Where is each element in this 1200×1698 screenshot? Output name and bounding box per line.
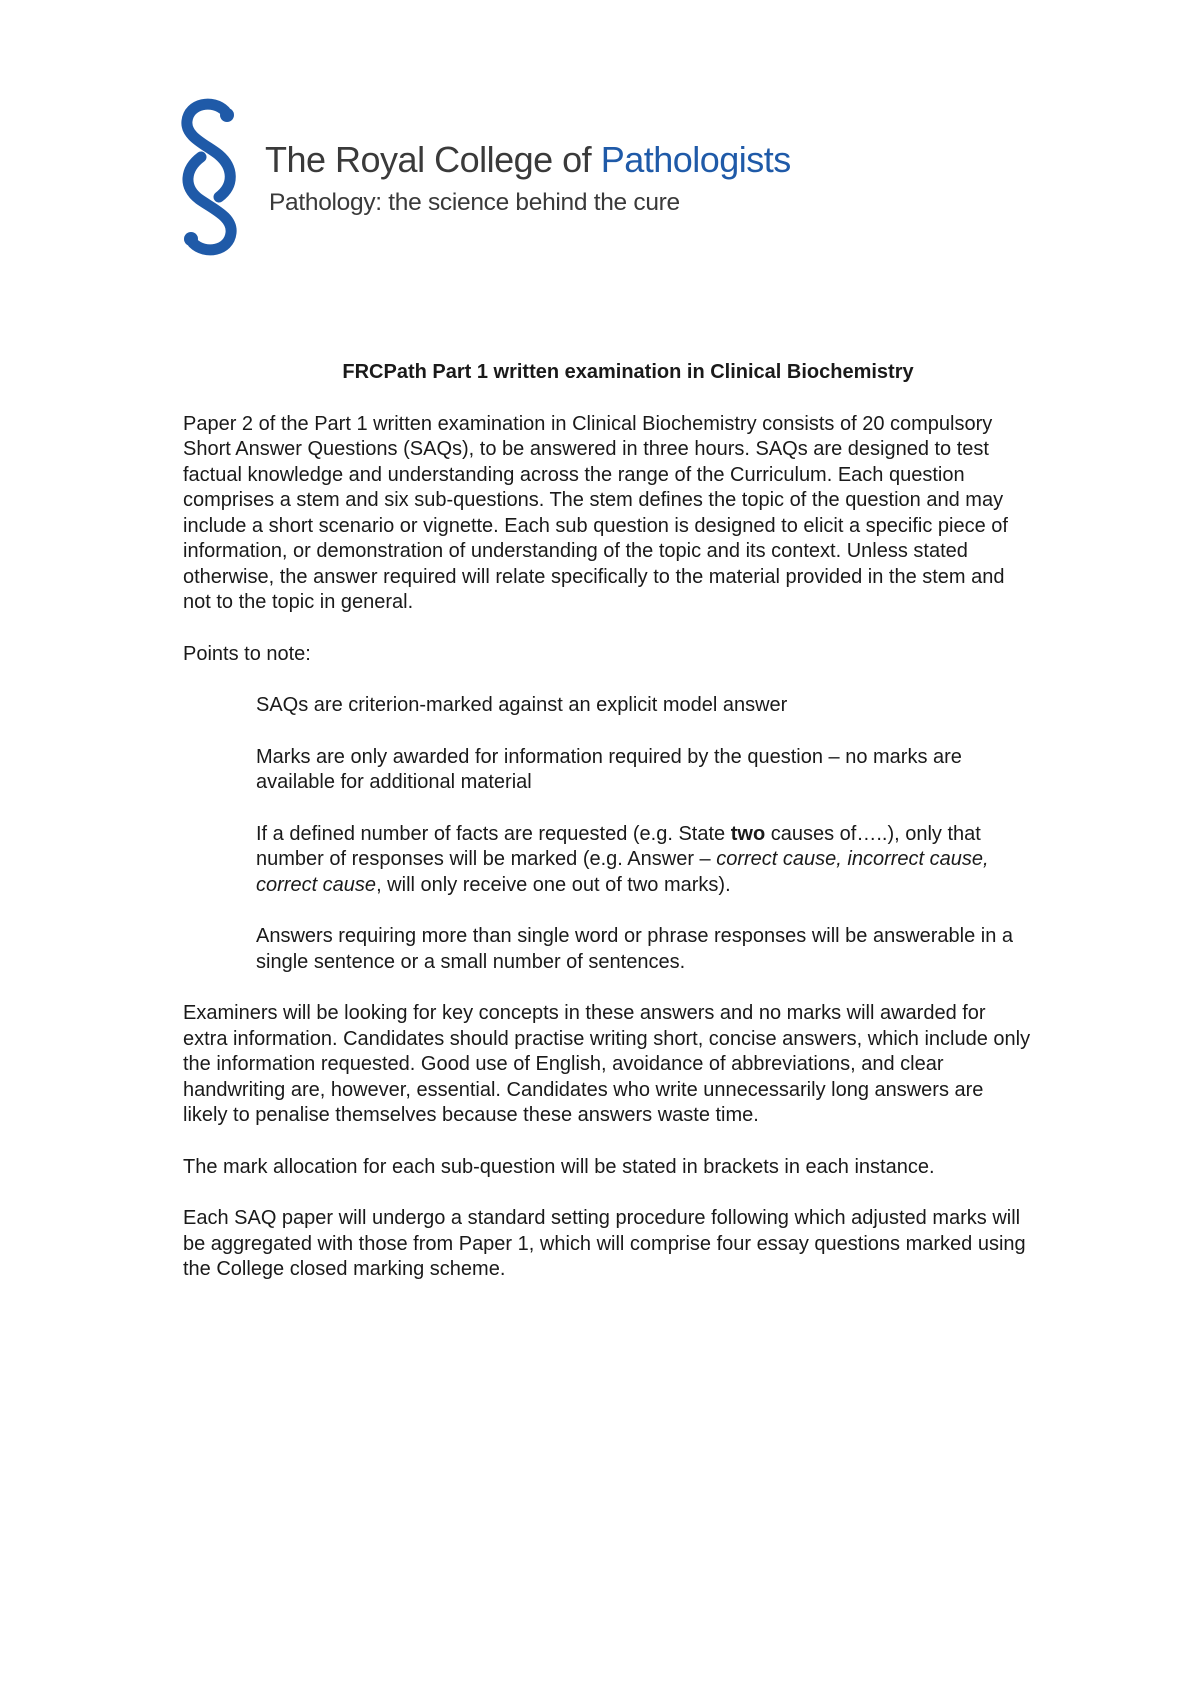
college-logo (167, 97, 791, 267)
point-item: Answers requiring more than single word or phrase responses will be answerable in a single sentence or a small number of sentences. (256, 925, 1014, 973)
org-tagline: Pathology: the science behind the cure (269, 189, 680, 216)
standard-setting-paragraph: Each SAQ paper will undergo a standard setting procedure following which adjusted marks will be aggregated with those from Paper 1, which will comprise four essay questions marked using the College closed marking scheme. (183, 1207, 1026, 1280)
point-item: If a defined number of facts are requested (e.g. State two causes of…..), only that number of responses will be marked (e.g. Answer – correct cause, incorrect cause, correct cause, will only receive one out of two marks). (256, 822, 989, 896)
intro-paragraph: Paper 2 of the Part 1 written examination in Clinical Biochemistry consists of 20 compulsory Short Answer Questions (SAQs), to be answered in three hours. SAQs are designed to test factual knowledge and understanding across the range of the Curriculum. Each question comprises a stem and six sub-questions. The stem defines the topic of the question and may include a short scenario or vignette. Each sub question is designed to elicit a specific piece of information, or demonstration of understanding of the topic and its context. Unless stated otherwise, the answer required will relate specifically to the material provided in the stem and not to the topic in general. (183, 412, 1008, 613)
document-title: FRCPath Part 1 written examination in Clinical Biochemistry (342, 361, 914, 383)
points-heading: Points to note: (183, 642, 311, 665)
examiners-paragraph: Examiners will be looking for key concepts in these answers and no marks will awarded for extra information. Candidates should practise writing short, concise answers, which include only the information requested. Good use of English, avoidance of abbreviations, and clear handwriting are, however, essential. Candidates who write unnecessarily long answers are likely to penalise themselves because these answers waste time. (183, 1002, 1031, 1126)
org-name: The Royal College of Pathologists (265, 139, 791, 180)
double-s-section-icon (167, 97, 252, 257)
mark-allocation-paragraph: The mark allocation for each sub-question will be stated in brackets in each instance. (183, 1155, 935, 1178)
point-item: Marks are only awarded for information required by the question – no marks are available for additional material (256, 745, 962, 793)
point-item: SAQs are criterion-marked against an explicit model answer (256, 694, 788, 716)
points-list (256, 693, 1033, 975)
document-body (183, 360, 1033, 1309)
